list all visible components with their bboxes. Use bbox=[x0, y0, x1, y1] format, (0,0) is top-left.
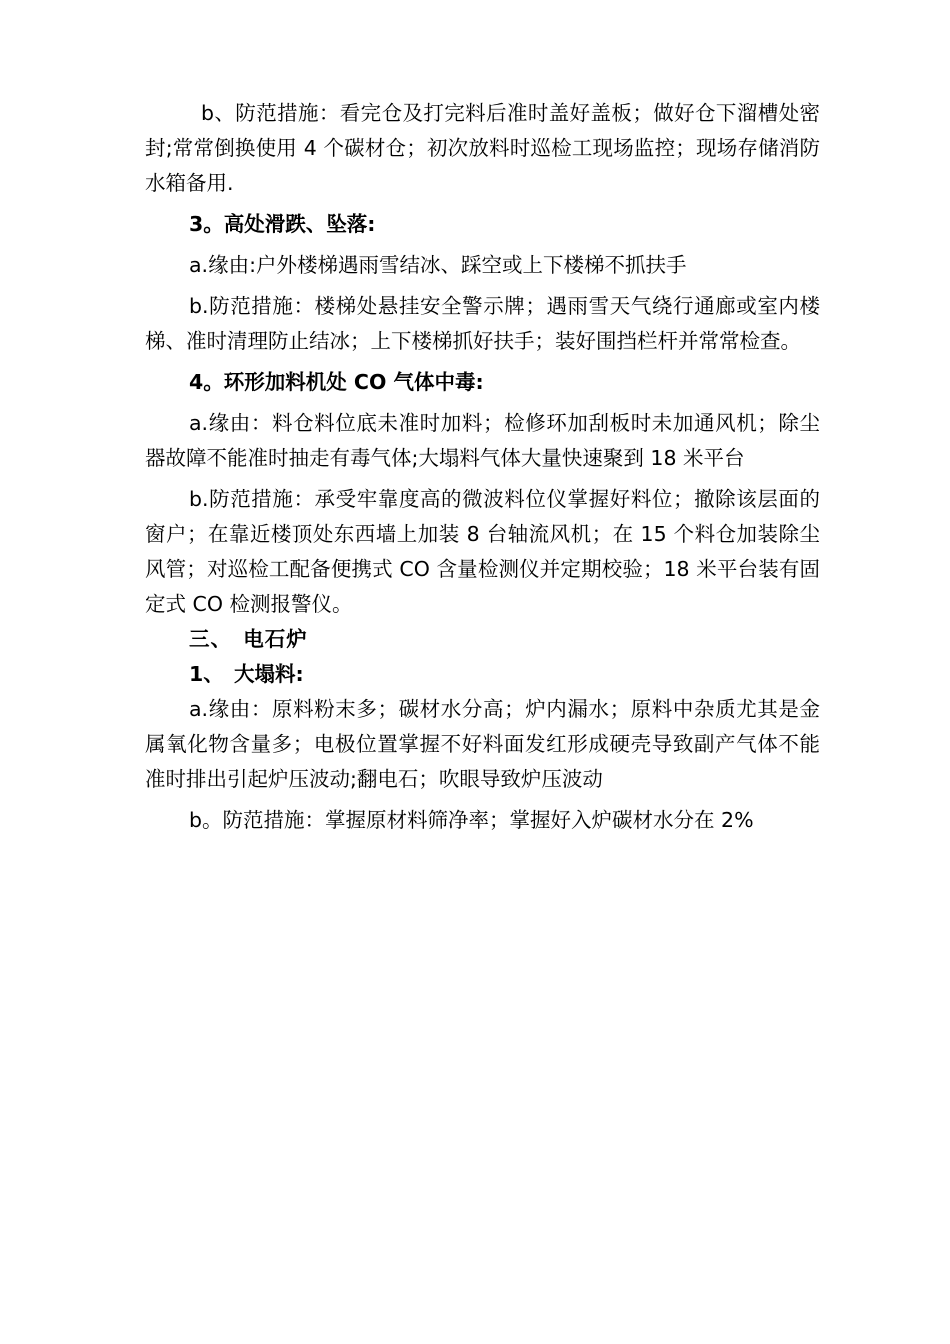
paragraph-b-prevention-silo: b、防范措施：看完仓及打完料后准时盖好盖板；做好仓下溜槽处密封;常常倒换使用 4 个碳材仓；初次放料时巡检工现场监控；现场存储消防水箱备用. bbox=[145, 101, 820, 195]
paragraph-b-prevention-collapse: b。防范措施：掌握原材料筛净率；掌握好入炉碳材水分在 2% bbox=[189, 808, 754, 832]
document-page bbox=[145, 96, 820, 838]
paragraph-a-cause-co: a.缘由：料仓料位底未准时加料；检修环加刮板时未加通风机；除尘器故障不能准时抽走有毒气体;大塌料气体大量快速聚到 18 米平台 bbox=[145, 411, 820, 470]
heading-co-poisoning: 4。环形加料机处 CO 气体中毒: bbox=[189, 370, 484, 394]
section-title-calcium-carbide-furnace: 三、 电石炉 bbox=[189, 627, 308, 651]
paragraph-b-prevention-co: b.防范措施：承受牢靠度高的微波料位仪掌握好料位；撤除该层面的窗户；在靠近楼顶处东西墙上加装 8 台轴流风机；在 15 个料仓加装除尘风管；对巡检工配备便携式 CO 含量检测仪并定期校验；18 米平台装有固定式 CO 检测报警仪。 bbox=[145, 487, 820, 616]
heading-fall-hazard: 3。高处滑跌、坠落: bbox=[189, 212, 376, 236]
paragraph-b-prevention-fall: b.防范措施：楼梯处悬挂安全警示牌；遇雨雪天气绕行通廊或室内楼梯、准时清理防止结冰；上下楼梯抓好扶手；装好围挡栏杆并常常检查。 bbox=[145, 294, 820, 353]
paragraph-a-cause-collapse: a.缘由：原料粉末多；碳材水分高；炉内漏水；原料中杂质尤其是金属氧化物含量多；电极位置掌握不好料面发红形成硬壳导致副产气体不能准时排出引起炉压波动;翻电石；吹眼导致炉压波动 bbox=[145, 697, 820, 791]
heading-material-collapse: 1、 大塌料: bbox=[189, 662, 304, 686]
paragraph-a-cause-fall: a.缘由:户外楼梯遇雨雪结冰、踩空或上下楼梯不抓扶手 bbox=[189, 253, 687, 277]
